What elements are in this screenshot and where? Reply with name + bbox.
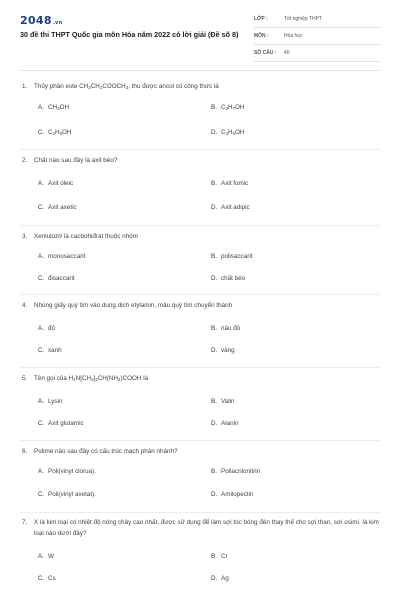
question-separator	[20, 294, 380, 295]
question-number: 5.	[22, 375, 28, 382]
option-text: Poliacrilonitrin	[221, 468, 261, 475]
option-text: Lysin	[48, 398, 63, 405]
question-text: Xenlulozơ là cacbohiđrat thuộc nhóm	[34, 233, 138, 240]
answer-option-d[interactable]	[211, 128, 244, 138]
option-letter: D.	[211, 347, 218, 354]
option-text: $CH_3OH$	[48, 104, 70, 111]
option-text: Axit fomic	[221, 180, 249, 187]
option-letter: C.	[38, 347, 45, 354]
question-number: 3.	[22, 233, 28, 240]
answer-option-c[interactable]	[38, 274, 75, 283]
option-text: Amilopectin	[221, 491, 254, 498]
question-5	[22, 373, 382, 385]
option-text: Poli(vinyl axetat).	[48, 491, 96, 498]
question-7	[22, 517, 382, 539]
answer-option-a[interactable]	[38, 179, 73, 188]
question-stem	[22, 446, 382, 457]
question-number: 6.	[22, 448, 28, 455]
option-letter: A.	[38, 398, 44, 405]
question-3	[22, 231, 382, 242]
meta-key: LỚP :	[254, 16, 268, 22]
question-4	[22, 300, 382, 311]
option-letter: A.	[38, 104, 44, 111]
option-letter: B.	[211, 398, 217, 405]
document-title: 30 đề thi THPT Quốc gia môn Hóa năm 2022 có lời giải (Đề số 8)	[20, 30, 239, 39]
option-text: xanh	[48, 347, 62, 354]
option-text: monosaccarit	[48, 253, 86, 260]
option-letter: B.	[211, 553, 217, 560]
option-text: $C_3H_7OH$	[221, 104, 245, 111]
question-stem	[22, 373, 382, 385]
option-text: Valin	[221, 398, 235, 405]
option-letter: A.	[38, 180, 44, 187]
question-text: Chất nào sau đây là axit béo?	[34, 157, 118, 164]
option-text: Poli(vinyl clorua).	[48, 468, 96, 475]
question-stem	[22, 231, 382, 242]
answer-option-c[interactable]	[38, 490, 96, 499]
answer-option-d[interactable]	[211, 274, 245, 283]
option-text: Axit glutamic	[48, 420, 84, 427]
option-text: polisaccarit	[221, 253, 253, 260]
question-number: 4.	[22, 302, 28, 309]
option-letter: A.	[38, 553, 44, 560]
option-text: nâu đỏ	[221, 325, 241, 332]
question-text: Polime nào sau đây có cấu trúc mạch phân nhánh?	[34, 448, 178, 455]
option-letter: D.	[211, 575, 218, 582]
option-text: chất béo	[221, 275, 246, 282]
option-letter: C.	[38, 129, 45, 136]
question-text: X là kim loại có nhiệt độ nóng chảy cao nhất, được sử dụng để làm sợi tóc bóng đèn thay thế cho sợi than, sợi osimi. là kim loại nào dưới đây?	[34, 519, 379, 537]
answer-option-c[interactable]	[38, 346, 62, 355]
question-text: Tên gọi của $H_2N[CH_2]_4CH(NH_2)COOH$ là	[34, 375, 149, 382]
question-text: Nhúng giấy quỳ tím vào dung dịch etylamin, màu quỳ tím chuyển thành	[34, 302, 233, 309]
question-6	[22, 446, 382, 457]
question-separator	[20, 512, 380, 513]
option-letter: D.	[211, 129, 218, 136]
answer-option-a[interactable]	[38, 324, 55, 333]
option-text: $C_3H_5OH$	[221, 129, 245, 136]
question-2	[22, 155, 382, 166]
answer-option-b[interactable]	[211, 252, 253, 261]
answer-option-d[interactable]	[211, 419, 239, 428]
option-text: đisaccarit	[48, 275, 75, 282]
logo-main: 2048	[20, 14, 52, 27]
answer-option-b[interactable]	[211, 552, 228, 561]
answer-option-b[interactable]	[211, 397, 235, 406]
answer-option-c[interactable]	[38, 203, 77, 212]
option-letter: D.	[211, 420, 218, 427]
answer-option-d[interactable]	[211, 346, 235, 355]
answer-option-b[interactable]	[211, 179, 248, 188]
option-text: $C_2H_5OH$	[48, 129, 72, 136]
option-letter: B.	[211, 180, 217, 187]
answer-option-a[interactable]	[38, 397, 62, 406]
option-text: Ag	[221, 575, 229, 582]
answer-option-a[interactable]	[38, 552, 54, 561]
answer-option-a[interactable]	[38, 252, 85, 261]
question-stem	[22, 81, 382, 93]
meta-value: 40	[284, 50, 290, 56]
answer-option-b[interactable]	[211, 324, 240, 333]
answer-option-d[interactable]	[211, 490, 254, 499]
question-text: Thủy phân este $CH_3CH_2COOCH_3$, thu được ancol có công thức là	[34, 83, 219, 90]
option-letter: C.	[38, 204, 45, 211]
option-letter: B.	[211, 104, 217, 111]
option-letter: C.	[38, 275, 45, 282]
answer-option-b[interactable]	[211, 103, 244, 113]
option-letter: C.	[38, 491, 45, 498]
option-letter: C.	[38, 575, 45, 582]
question-separator	[20, 149, 380, 150]
question-number: 7.	[22, 519, 28, 526]
meta-value: Hóa học	[284, 33, 303, 39]
option-letter: C.	[38, 420, 45, 427]
question-separator	[20, 367, 380, 368]
option-letter: B.	[211, 325, 217, 332]
answer-option-a[interactable]	[38, 103, 69, 113]
option-letter: B.	[211, 253, 217, 260]
option-text: vàng	[221, 347, 235, 354]
option-letter: D.	[211, 491, 218, 498]
option-letter: B.	[211, 468, 217, 475]
meta-value: Tốt nghiệp THPT	[284, 16, 322, 22]
option-text: Axit axetic	[48, 204, 77, 211]
option-letter: A.	[38, 325, 44, 332]
question-number: 1.	[22, 83, 28, 90]
option-text: Cr	[221, 553, 228, 560]
answer-option-c[interactable]	[38, 419, 84, 428]
option-text: W	[48, 553, 54, 560]
option-text: Axit adipic	[221, 204, 250, 211]
option-letter: D.	[211, 275, 218, 282]
question-1	[22, 81, 382, 93]
meta-key: SỐ CÂU :	[254, 50, 277, 56]
option-text: Cs	[48, 575, 56, 582]
question-stem	[22, 517, 382, 539]
answer-option-d[interactable]	[211, 574, 229, 583]
option-text: Alanin	[221, 420, 239, 427]
meta-key: MÔN :	[254, 33, 269, 39]
question-number: 2.	[22, 157, 28, 164]
option-text: Axit oleic	[48, 180, 74, 187]
logo-suffix: .vn	[52, 20, 63, 26]
question-separator	[20, 225, 380, 226]
answer-option-a[interactable]	[38, 467, 96, 476]
answer-option-d[interactable]	[211, 203, 250, 212]
option-letter: A.	[38, 253, 44, 260]
option-letter: D.	[211, 204, 218, 211]
question-stem	[22, 155, 382, 166]
question-stem	[22, 300, 382, 311]
answer-option-c[interactable]	[38, 128, 71, 138]
answer-option-c[interactable]	[38, 574, 56, 583]
option-text: đỏ	[48, 325, 56, 332]
question-separator	[20, 440, 380, 441]
answer-option-b[interactable]	[211, 467, 260, 476]
option-letter: A.	[38, 468, 44, 475]
